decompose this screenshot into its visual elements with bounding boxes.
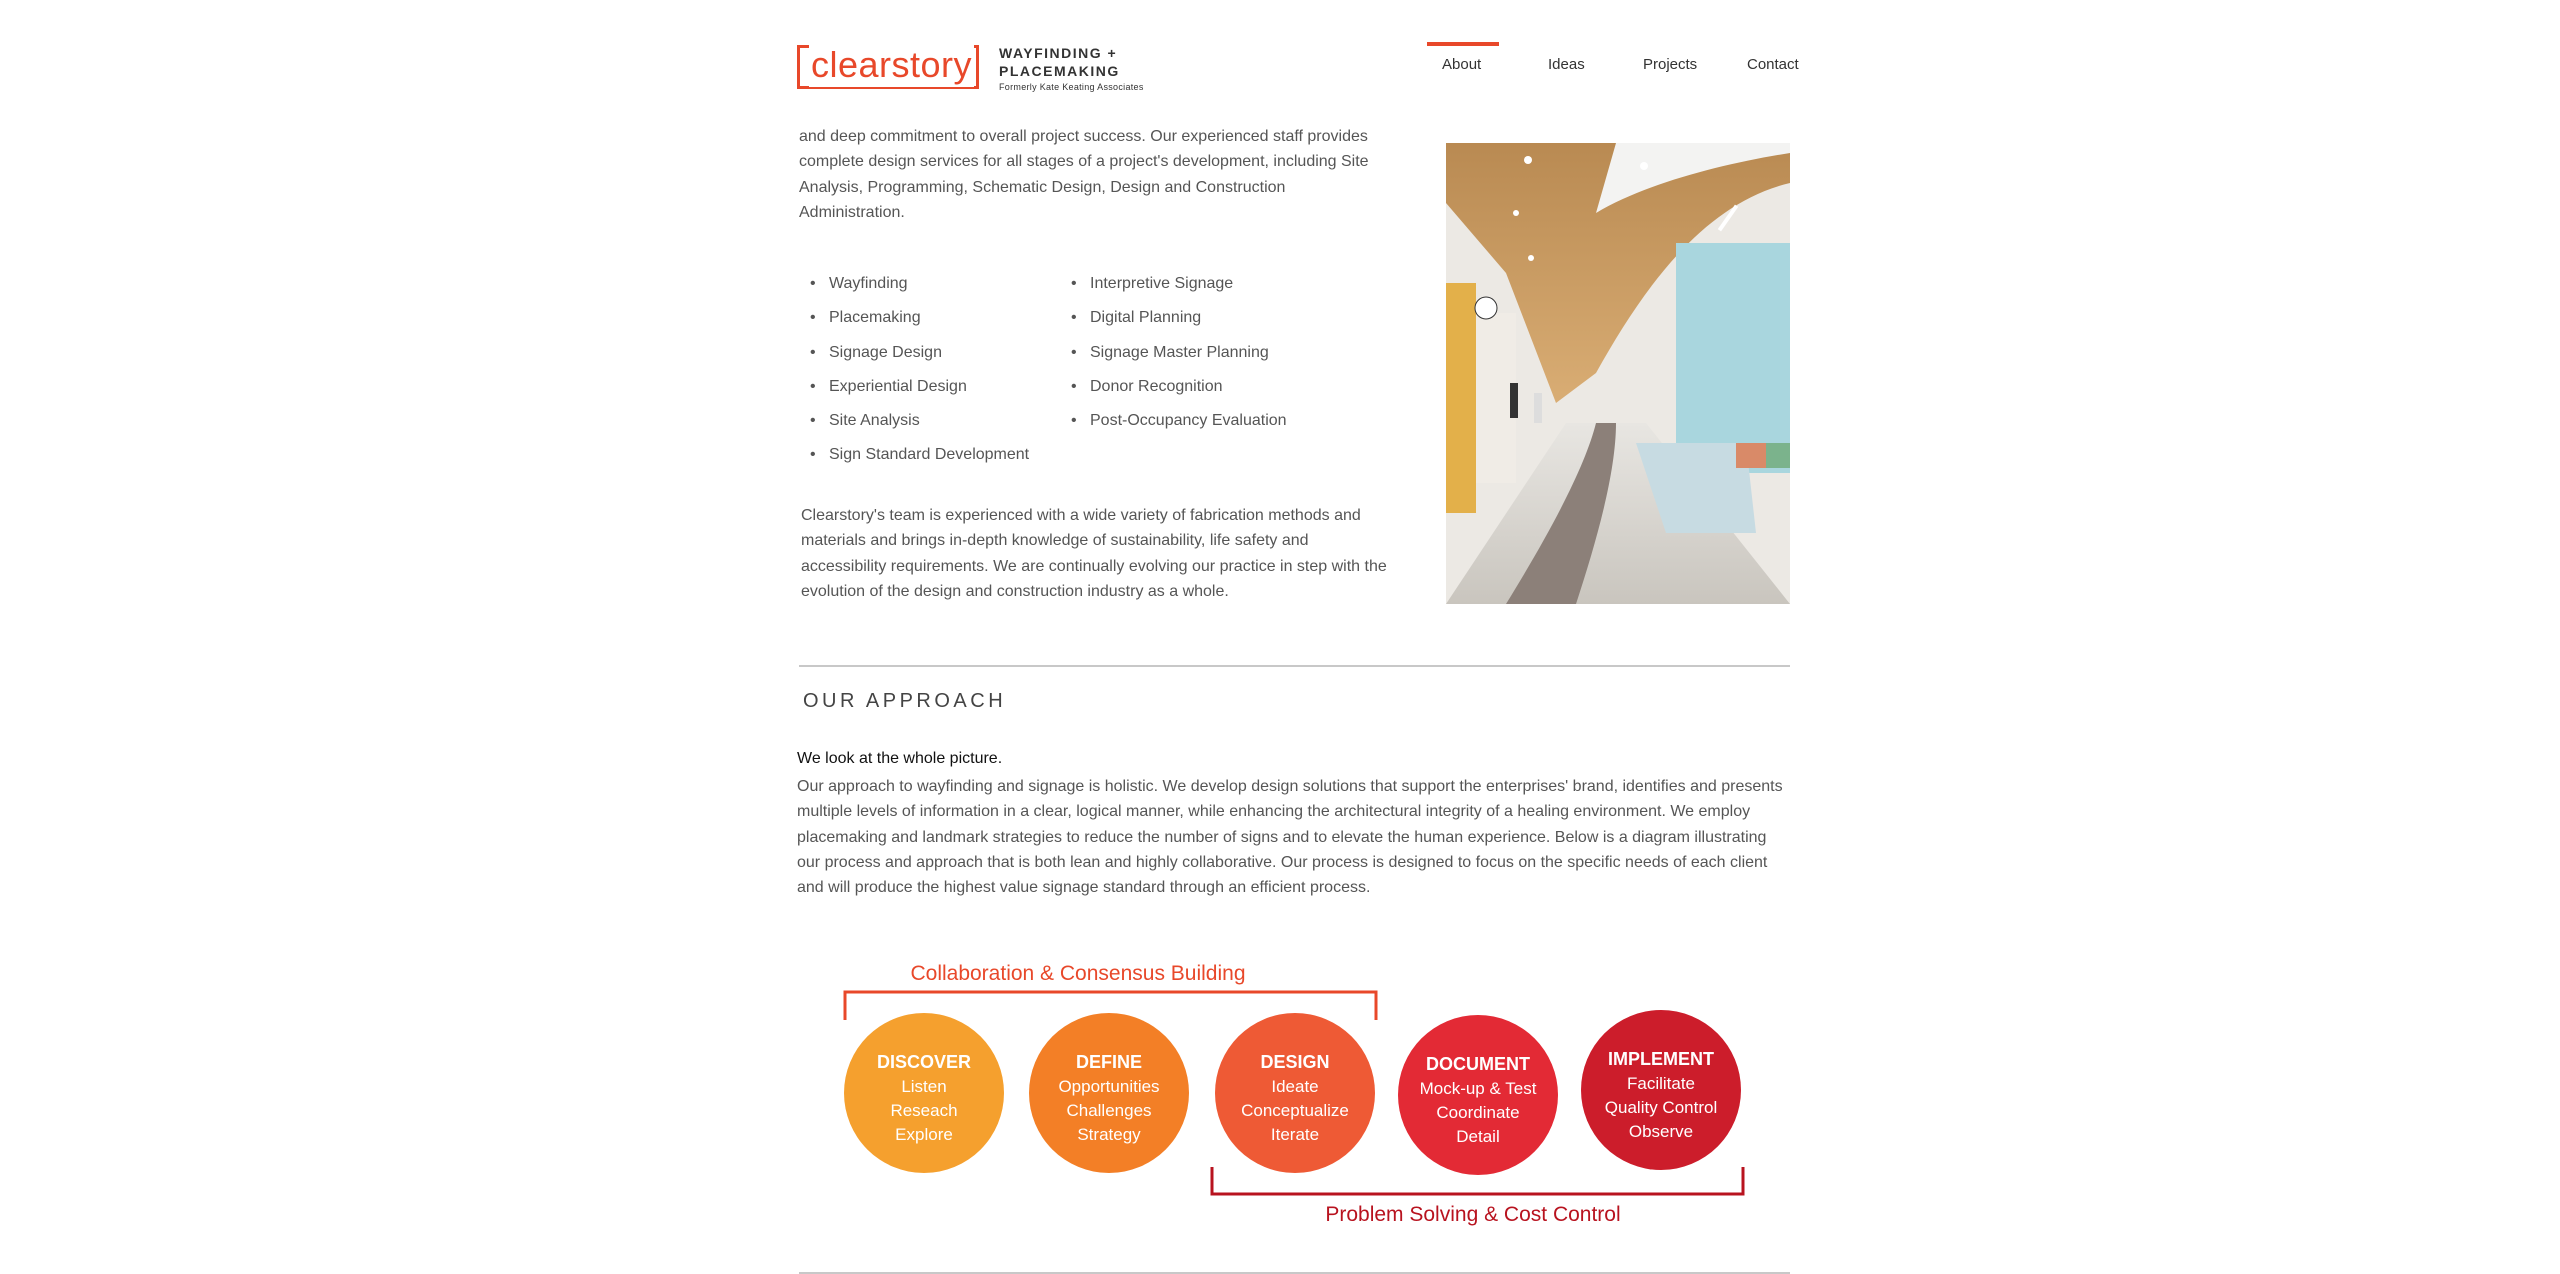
process-step-title: IMPLEMENT [1608, 1049, 1714, 1069]
process-diagram [818, 950, 1748, 1240]
list-item: • Sign Standard Development [799, 445, 1029, 479]
process-step-detail: Strategy [1077, 1125, 1141, 1144]
process-step-detail: Listen [901, 1077, 947, 1096]
process-step-detail: Iterate [1270, 1125, 1320, 1144]
section-divider [799, 665, 1790, 667]
list-item: • Site Analysis [799, 411, 1029, 445]
process-step-detail: Coordinate [1436, 1103, 1520, 1122]
site-header [0, 0, 2560, 100]
tagline-line2: PLACEMAKING [999, 63, 1120, 79]
process-step-title: DESIGN [1260, 1052, 1330, 1072]
process-step-detail: Reseach [890, 1101, 958, 1120]
nav-ideas[interactable]: Ideas [1548, 56, 1585, 73]
list-item: • Interpretive Signage [1060, 274, 1287, 308]
process-step-title: DISCOVER [876, 1052, 972, 1072]
process-step-document [1398, 1015, 1558, 1175]
photo-illustration [1446, 143, 1790, 604]
logo[interactable]: clearstory [811, 44, 973, 85]
list-item: • Wayfinding [799, 274, 1029, 308]
process-step-detail: Ideate [1271, 1077, 1319, 1096]
process-step-detail: Observe [1628, 1122, 1694, 1141]
process-step-title: DEFINE [1075, 1052, 1143, 1072]
nav-projects[interactable]: Projects [1643, 56, 1698, 73]
process-step-detail: Mock-up & Test [1419, 1079, 1537, 1098]
hospital-corridor-photo [1446, 143, 1790, 604]
approach-lead: We look at the whole picture. [797, 750, 1003, 767]
list-item: • Digital Planning [1060, 308, 1287, 342]
team-paragraph: Clearstory's team is experienced with a wide variety of fabrication methods and materials and brings in-depth knowledge of sustainability, life safety and accessibility requirements. We are continually evolving our practice in step with the evolution of the design and construction industry as a whole. [801, 507, 1387, 600]
process-step-detail: Conceptualize [1241, 1101, 1349, 1120]
diagram-bottom-label: Problem Solving & Cost Control [1325, 1203, 1621, 1226]
process-step-design [1215, 1013, 1375, 1173]
list-item: • Placemaking [799, 308, 1029, 342]
tagline-line3: Formerly Kate Keating Associates [999, 82, 1144, 92]
list-item: • Signage Master Planning [1060, 343, 1287, 377]
process-step-define [1029, 1013, 1189, 1173]
list-item: • Signage Design [799, 343, 1029, 377]
nav-active-indicator [1427, 42, 1499, 46]
process-step-detail: Challenges [1066, 1101, 1152, 1120]
services-list-1 [799, 274, 1029, 480]
process-step-implement [1581, 1010, 1741, 1170]
diagram-top-label: Collaboration & Consensus Building [910, 962, 1246, 985]
list-item: • Donor Recognition [1060, 377, 1287, 411]
services-list-2 [1060, 274, 1287, 445]
intro-paragraph: and deep commitment to overall project success. Our experienced staff provides complete design services for all stages of a project's development, including Site Analysis, Programming, Schematic Design, Design and Construction Administration. [799, 128, 1369, 221]
process-step-detail: Facilitate [1626, 1074, 1696, 1093]
nav-contact[interactable]: Contact [1747, 56, 1799, 73]
process-step-detail: Quality Control [1604, 1098, 1718, 1117]
list-item: • Post-Occupancy Evaluation [1060, 411, 1287, 445]
section-title: OUR APPROACH [803, 690, 1007, 712]
process-step-detail: Detail [1456, 1127, 1500, 1146]
process-step-detail: Explore [895, 1125, 953, 1144]
process-step-detail: Opportunities [1058, 1077, 1160, 1096]
process-step-title: DOCUMENT [1426, 1054, 1530, 1074]
nav-about[interactable]: About [1442, 56, 1482, 73]
tagline-line1: WAYFINDING + [999, 45, 1118, 61]
process-step-discover [844, 1013, 1004, 1173]
list-item: • Experiential Design [799, 377, 1029, 411]
approach-paragraph: Our approach to wayfinding and signage is holistic. We develop design solutions that support the enterprises' brand, identifies and presents multiple levels of information in a clear, logical manner, while enhancing the architectural integrity of a healing environment. We employ placemaking and landmark strategies to reduce the number of signs and to elevate the human experience. Below is a diagram illustrating our process and approach that is both lean and highly collaborative. Our process is designed to focus on the specific needs of each client and will produce the highest value signage standard through an efficient process. [797, 778, 1783, 897]
